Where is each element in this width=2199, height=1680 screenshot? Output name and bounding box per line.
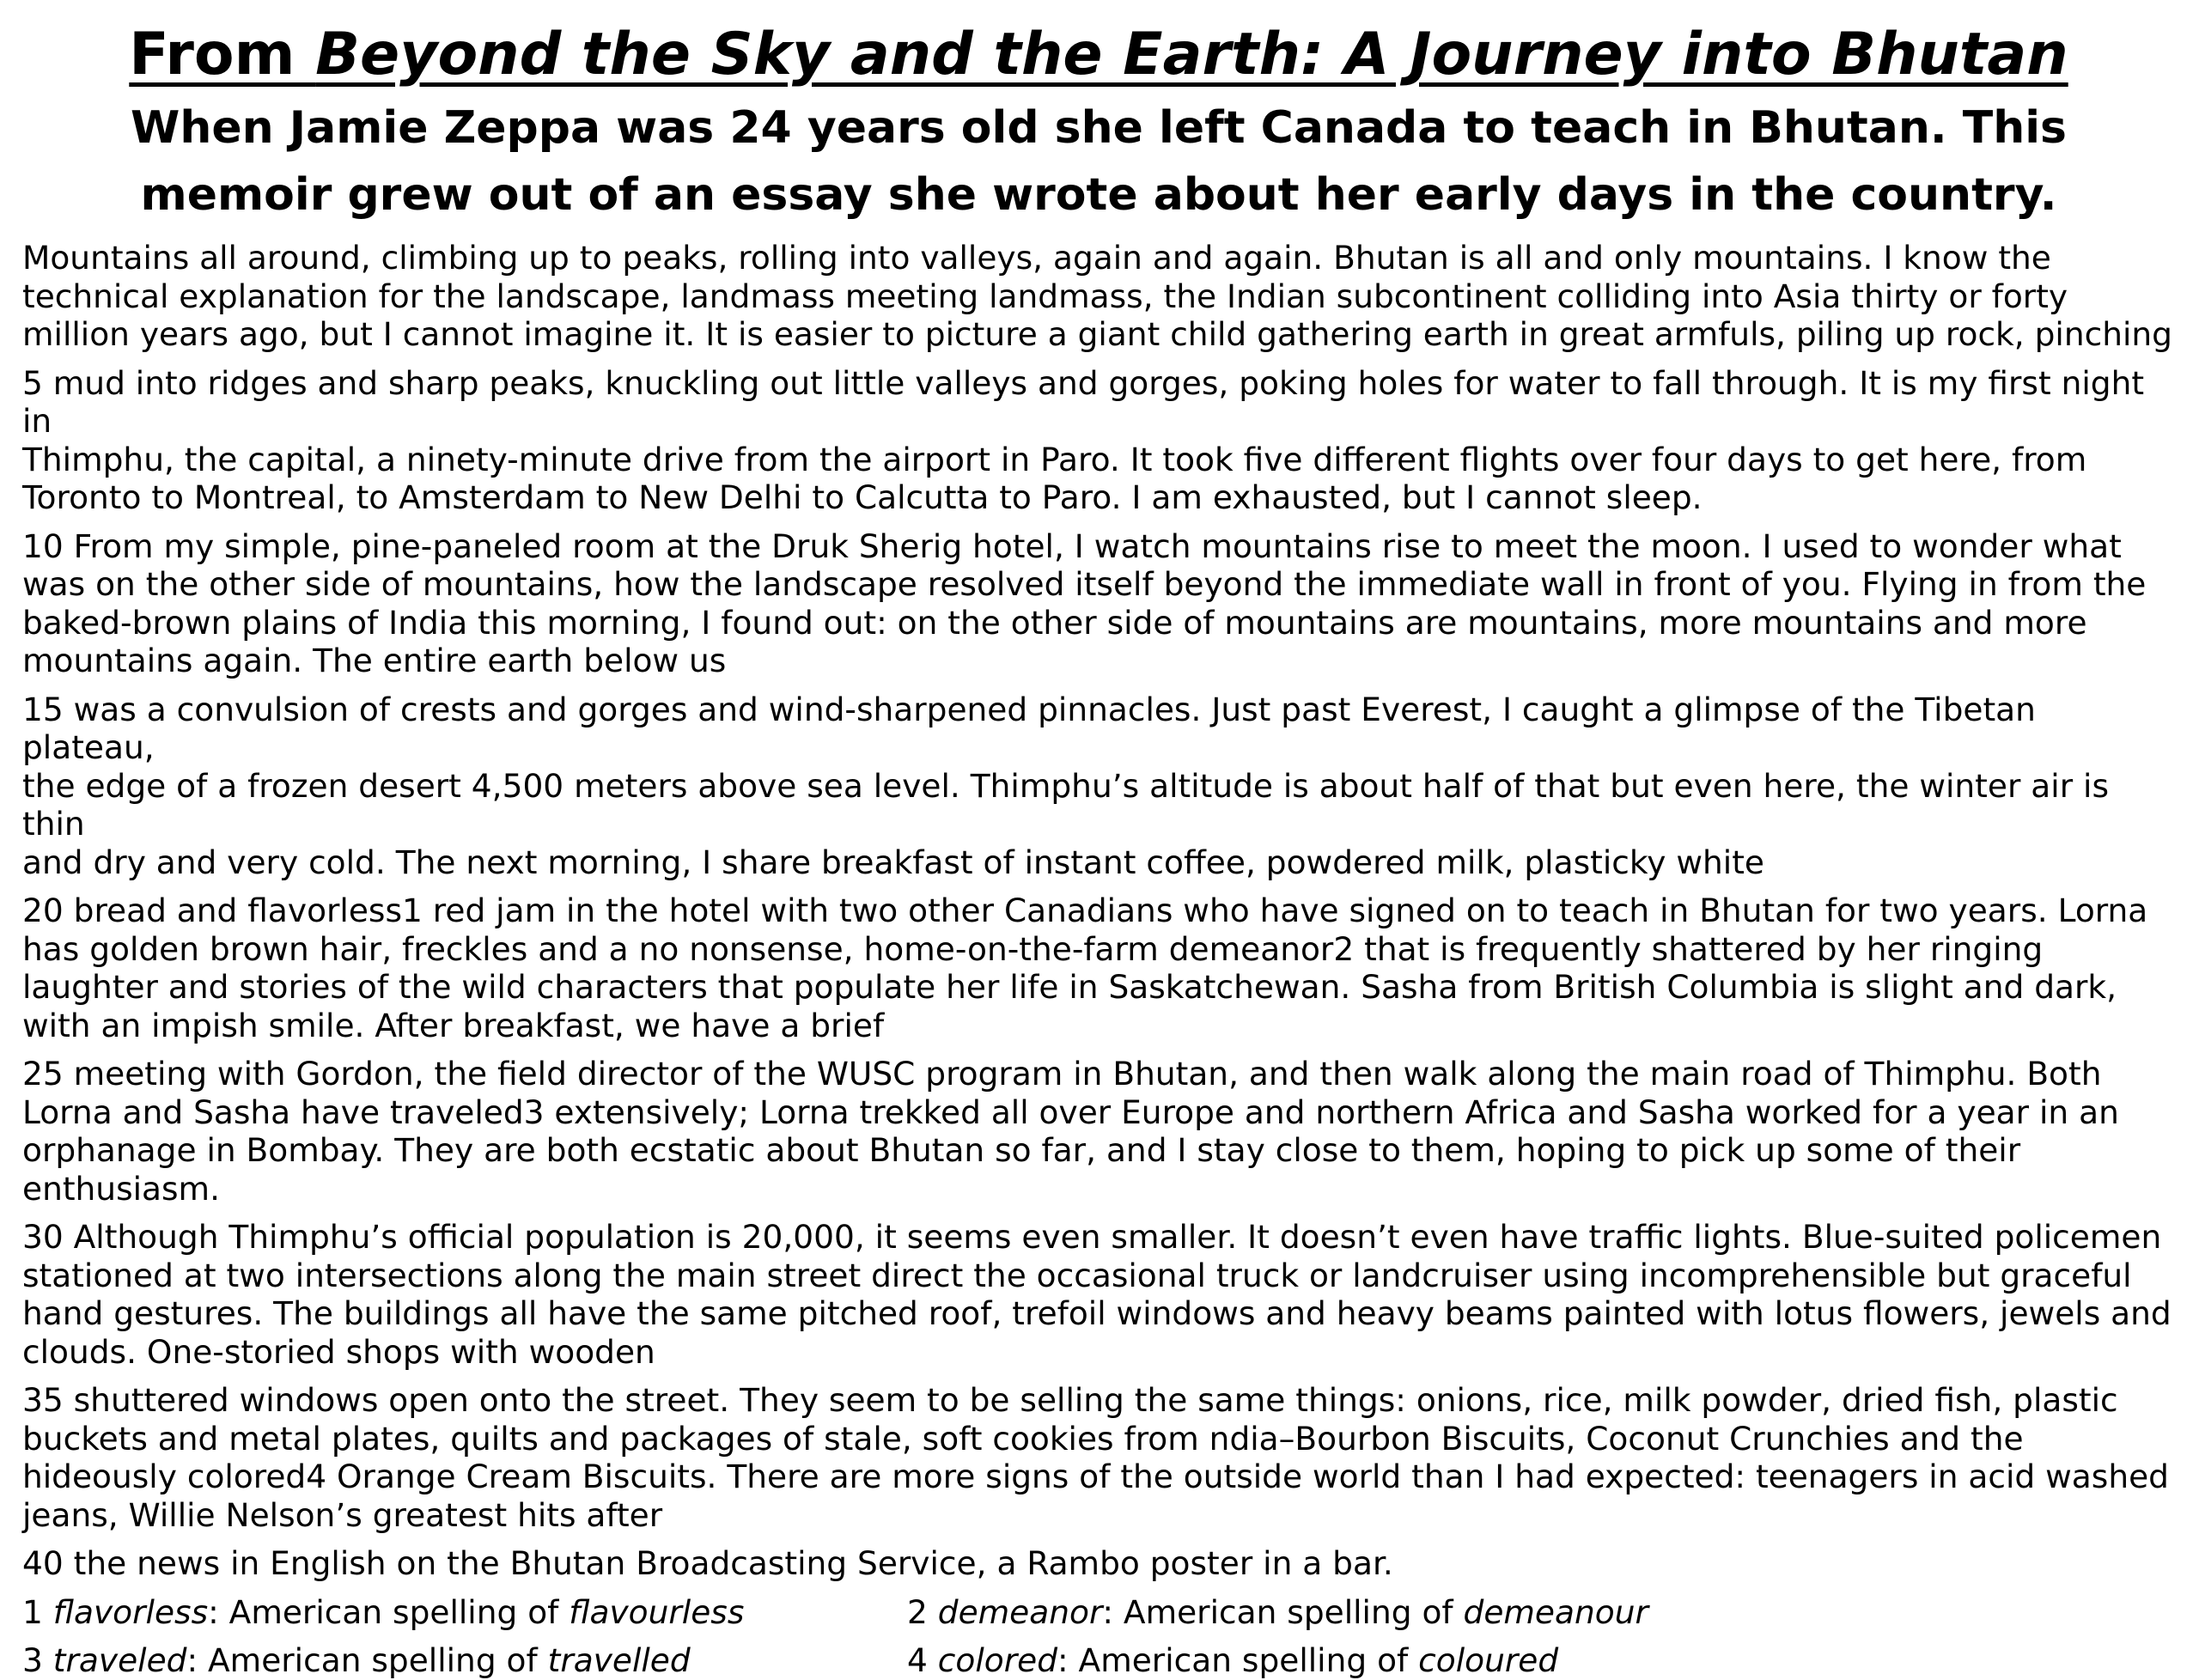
document-title [22, 19, 2175, 91]
footnote-text: : American spelling of [186, 1641, 548, 1679]
footnote-alt-spelling: travelled [547, 1641, 691, 1679]
footnote-text: : American spelling of [1102, 1592, 1464, 1631]
footnote-row [22, 1593, 2175, 1632]
document-subtitle: When Jamie Zeppa was 24 years old she left Canada to teach in Bhutan. This memoir grew out of an essay she wrote about her early days in the country. [130, 102, 2068, 221]
footnote-3 [22, 1641, 907, 1680]
paragraph-7: 30 Although Thimphu’s official population is 20,000, it seems even smaller. It doesn’t even have traffic lights. Blue-suited policemen stationed at two intersections along the main street direct the occasional truck or landcruiser using incomprehensible but graceful hand gestures. The buildings all have the same pitched roof, trefoil windows and heavy beams painted with lotus flowers, jewels and clouds. One-storied shops with wooden [22, 1218, 2172, 1371]
paragraph-9: 40 the news in English on the Bhutan Broadcasting Service, a Rambo poster in a bar. [22, 1544, 1393, 1582]
footnote-text: : American spelling of [208, 1592, 570, 1631]
footnote-number: 3 [22, 1641, 53, 1679]
footnote-2 [907, 1593, 1648, 1632]
footnote-alt-spelling: flavourless [569, 1592, 745, 1631]
title-prefix: From [129, 21, 316, 88]
footnote-alt-spelling: demeanour [1463, 1592, 1648, 1631]
paragraph-4: 15 was a convulsion of crests and gorges and wind-sharpened pinnacles. Just past Everest, I caught a glimpse of the Tibetan plateau, the edge of a frozen desert 4,500 meters above sea level. Thimphu’s altitude is about half of that but even here, the winter air is thin and dry and very cold. The next morning, I share breakfast of instant coffee, powdered milk, plasticky white [22, 690, 2109, 881]
title-book-name: Beyond the Sky and the Earth: A Journey into Bhutan [315, 21, 2068, 88]
footnote-word: flavorless [52, 1592, 209, 1631]
paragraph-8: 35 shuttered windows open onto the street. They seem to be selling the same things: onions, rice, milk powder, dried fish, plastic buckets and metal plates, quilts and packages of stale, soft cookies from ndia–Bourbon Biscuits, Coconut Crunchies and the hideously colored4 Orange Cream Biscuits. There are more signs of the outside world than I had expected: teenagers in acid washed jeans, Willie Nelson’s greatest hits after [22, 1381, 2169, 1534]
paragraph-6: 25 meeting with Gordon, the field director of the WUSC program in Bhutan, and then walk along the main road of Thimphu. Both Lorna and Sasha have traveled3 extensively; Lorna trekked all over Europe and northern Africa and Sasha worked for a year in an orphanage in Bombay. They are both ecstatic about Bhutan so far, and I stay close to them, hoping to pick up some of their enthusiasm. [22, 1055, 2119, 1208]
footnote-4 [907, 1641, 1558, 1680]
paragraph-2: 5 mud into ridges and sharp peaks, knuckling out little valleys and gorges, poking holes for water to fall through. It is my first night in Thimphu, the capital, a ninety-minute drive from the airport in Paro. It took five different flights over four days to get here, from Toronto to Montreal, to Amsterdam to New Delhi to Calcutta to Paro. I am exhausted, but I cannot sleep. [22, 363, 2145, 516]
footnote-number: 4 [907, 1641, 938, 1679]
footnote-row [22, 1641, 2175, 1680]
footnote-number: 1 [22, 1592, 53, 1631]
paragraph-1: Mountains all around, climbing up to peaks, rolling into valleys, again and again. Bhutan is all and only mountains. I know the technical explanation for the landscape, landmass meeting landmass, the Indian subcontinent colliding into Asia thirty or forty million years ago, but I cannot imagine it. It is easier to picture a giant child gathering earth in great armfuls, piling up rock, pinching [22, 239, 2172, 353]
footnote-alt-spelling: coloured [1418, 1641, 1559, 1679]
footnotes [22, 1593, 2175, 1680]
paragraph-5: 20 bread and flavorless1 red jam in the hotel with two other Canadians who have signed on to teach in Bhutan for two years. Lorna has golden brown hair, freckles and a no nonsense, home-on-the-farm demeanor2 that is frequently shattered by her ringing laughter and stories of the wild characters that populate her life in Saskatchewan. Sasha from British Columbia is slight and dark, with an impish smile. After breakfast, we have a brief [22, 892, 2148, 1044]
footnote-word: traveled [52, 1641, 187, 1679]
passage-text [22, 239, 2175, 1583]
footnote-word: demeanor [937, 1592, 1103, 1631]
footnote-text: : American spelling of [1057, 1641, 1419, 1679]
footnote-number: 2 [907, 1592, 938, 1631]
footnote-word: colored [937, 1641, 1057, 1679]
paragraph-3: 10 From my simple, pine-paneled room at the Druk Sherig hotel, I watch mountains rise to meet the moon. I used to wonder what was on the other side of mountains, how the landscape resolved itself beyond the immediate wall in front of you. Flying in from the baked-brown plains of India this morning, I found out: on the other side of mountains are mountains, more mountains and more mountains again. The entire earth below us [22, 527, 2147, 679]
footnote-1 [22, 1593, 907, 1632]
